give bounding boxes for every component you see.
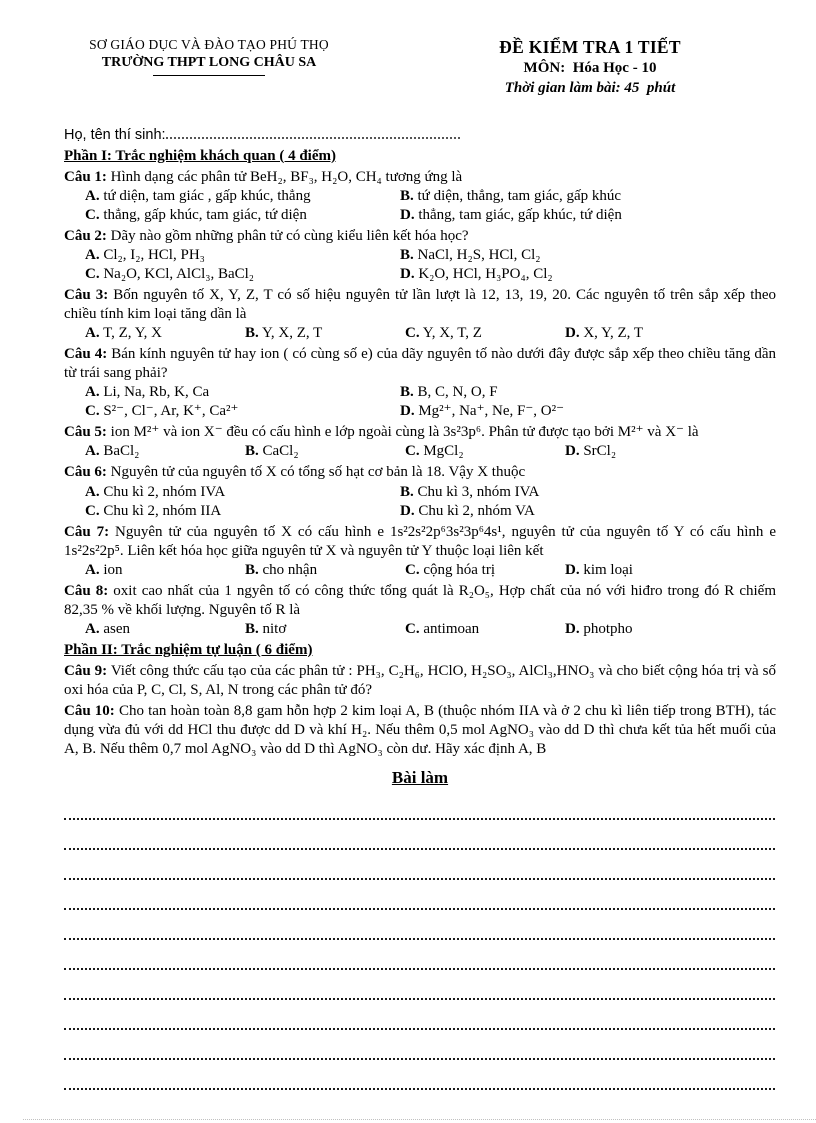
option-text: Y, X, Z, T bbox=[261, 325, 323, 342]
question-stem bbox=[64, 227, 776, 246]
option-text: nitơ bbox=[262, 620, 287, 637]
option-d bbox=[565, 324, 776, 343]
student-name-label: Họ, tên thí sinh: bbox=[64, 127, 166, 144]
document-header bbox=[64, 36, 776, 98]
exam-title-block bbox=[420, 36, 760, 98]
question-7 bbox=[64, 523, 776, 580]
answer-line bbox=[64, 820, 775, 850]
option-c bbox=[405, 620, 565, 639]
question-text: Nguyên tử của nguyên tố X có tổng số hạt cơ bản là 18. Vậy X thuộc bbox=[110, 464, 526, 481]
option-b bbox=[400, 246, 776, 265]
option-key: A. bbox=[85, 561, 100, 578]
question-label: Câu 9: bbox=[64, 662, 108, 679]
question-stem bbox=[64, 582, 776, 620]
question-text: Bán kính nguyên tử hay ion ( có cùng số e) của dãy nguyên tố nào dưới đây được sắp xếp theo chiều tăng dần từ trái sang phải? bbox=[64, 346, 776, 382]
option-d bbox=[565, 620, 776, 639]
option-text: B, C, N, O, F bbox=[417, 384, 498, 401]
option-text: T, Z, Y, X bbox=[103, 325, 162, 342]
question-9 bbox=[64, 662, 776, 700]
option-key: A. bbox=[85, 483, 100, 500]
option-text: Cl₂, I₂, HCl, PH₃ bbox=[103, 246, 205, 263]
question-label: Câu 2: bbox=[64, 227, 107, 244]
option-text: Y, X, T, Z bbox=[422, 325, 482, 342]
option-key: B. bbox=[245, 620, 259, 637]
question-options bbox=[64, 187, 776, 225]
option-key: A. bbox=[85, 384, 100, 401]
answer-line bbox=[64, 790, 775, 820]
question-options bbox=[64, 561, 776, 580]
option-key: A. bbox=[85, 620, 100, 637]
question-text: ion M²⁺ và ion X⁻ đều có cấu hình e lớp ngoài cùng là 3s²3p⁶. Phân tử được tạo bởi M²⁺ và X⁻ là bbox=[110, 424, 699, 441]
question-stem bbox=[64, 662, 776, 700]
option-key: C. bbox=[405, 561, 420, 578]
question-text: Viết công thức cấu tạo của các phân tử : PH₃, C₂H₆, HClO, H₂SO₃, AlCl₃,HNO₃ và cho biết cộng hóa trị và số oxi hóa của P, C, Cl, S, Al, N trong các phân tử đó? bbox=[64, 662, 777, 698]
option-key: C. bbox=[405, 325, 420, 342]
question-label: Câu 5: bbox=[64, 424, 107, 441]
option-d bbox=[400, 206, 776, 225]
option-d bbox=[400, 402, 776, 421]
exam-title: ĐỀ KIỂM TRA 1 TIẾT bbox=[499, 37, 681, 57]
option-a bbox=[85, 620, 245, 639]
option-a bbox=[85, 561, 245, 580]
option-text: photpho bbox=[583, 620, 633, 637]
option-key: C. bbox=[85, 502, 100, 519]
option-key: C. bbox=[405, 620, 420, 637]
question-options bbox=[64, 483, 776, 521]
option-text: X, Y, Z, T bbox=[583, 325, 644, 342]
question-text: Hình dạng các phân tử BeH₂, BF₃, H₂O, CH₄ tương ứng là bbox=[110, 168, 463, 185]
question-text: oxit cao nhất của 1 ngyên tố có công thức tổng quát là R₂O₅, Hợp chất của nó với hiđro trong đó R chiếm 82,35 % về khối lượng. Nguyên tố R là bbox=[64, 582, 776, 618]
answer-line bbox=[64, 1000, 775, 1030]
page-bottom-guide bbox=[23, 1119, 816, 1120]
option-key: B. bbox=[400, 187, 414, 204]
option-key: D. bbox=[565, 325, 580, 342]
option-text: Chu kì 2, nhóm IVA bbox=[103, 483, 226, 500]
question-text: Bốn nguyên tố X, Y, Z, T có số hiệu nguyên tử lần lượt là 12, 13, 19, 20. Các nguyên tố trên sắp xếp theo chiều tính kim loại tăng dần là bbox=[64, 287, 777, 323]
option-text: ion bbox=[103, 561, 123, 578]
option-d bbox=[565, 442, 776, 461]
option-text: K₂O, HCl, H₃PO₄, Cl₂ bbox=[418, 266, 553, 282]
option-key: A. bbox=[85, 246, 100, 263]
option-key: C. bbox=[85, 403, 100, 420]
option-text: Mg²⁺, Na⁺, Ne, F⁻, O²⁻ bbox=[418, 403, 565, 420]
option-text: Chu kì 3, nhóm IVA bbox=[417, 483, 540, 500]
option-b bbox=[400, 187, 776, 206]
option-a bbox=[85, 483, 400, 502]
school-name: TRƯỜNG THPT LONG CHÂU SA bbox=[101, 55, 317, 71]
question-5 bbox=[64, 423, 776, 461]
option-c bbox=[85, 206, 400, 225]
option-b bbox=[245, 442, 405, 461]
option-a bbox=[85, 246, 400, 265]
question-2 bbox=[64, 227, 776, 284]
question-label: Câu 10: bbox=[64, 703, 115, 720]
answer-lines bbox=[64, 790, 776, 1090]
answer-line bbox=[64, 1060, 775, 1090]
option-text: MgCl₂ bbox=[423, 443, 464, 460]
question-label: Câu 3: bbox=[64, 287, 109, 304]
option-key: B. bbox=[245, 325, 259, 342]
option-text: NaCl, H₂S, HCl, Cl₂ bbox=[417, 246, 541, 263]
question-stem bbox=[64, 423, 776, 442]
option-a bbox=[85, 324, 245, 343]
option-text: CaCl₂ bbox=[262, 443, 299, 460]
issuer-block bbox=[64, 36, 354, 76]
exam-duration: Thời gian làm bài: 45 phút bbox=[504, 80, 676, 97]
option-key: B. bbox=[400, 246, 414, 263]
worksheet-title: Bài làm bbox=[391, 768, 449, 788]
question-label: Câu 6: bbox=[64, 464, 107, 481]
question-options bbox=[64, 620, 776, 639]
option-key: C. bbox=[85, 266, 100, 282]
answer-line bbox=[64, 1030, 775, 1060]
question-options bbox=[64, 442, 776, 461]
option-text: Na₂O, KCl, AlCl₃, BaCl₂ bbox=[103, 266, 255, 282]
answer-line bbox=[64, 910, 775, 940]
exam-subject: MÔN: Hóa Học - 10 bbox=[523, 60, 657, 77]
option-text: asen bbox=[103, 620, 130, 637]
option-key: D. bbox=[565, 620, 580, 637]
option-key: D. bbox=[400, 206, 415, 223]
part2-heading: Phần II: Trắc nghiệm tự luận ( 6 điểm) bbox=[64, 641, 313, 658]
student-name-line bbox=[64, 125, 776, 144]
option-key: D. bbox=[400, 502, 415, 519]
option-d bbox=[565, 561, 776, 580]
option-d bbox=[400, 265, 776, 284]
option-d bbox=[400, 502, 776, 521]
department-name: SƠ GIÁO DỤC VÀ ĐÀO TẠO PHÚ THỌ bbox=[89, 37, 329, 52]
option-a bbox=[85, 187, 400, 206]
question-label: Câu 7: bbox=[64, 523, 110, 540]
option-c bbox=[85, 402, 400, 421]
option-text: kim loại bbox=[583, 561, 633, 578]
option-c bbox=[405, 324, 565, 343]
option-a bbox=[85, 383, 400, 402]
option-text: Chu kì 2, nhóm VA bbox=[418, 502, 535, 519]
question-label: Câu 1: bbox=[64, 168, 107, 185]
answer-line bbox=[64, 940, 775, 970]
student-name-fill bbox=[166, 125, 460, 139]
answer-line bbox=[64, 850, 775, 880]
question-stem bbox=[64, 168, 776, 187]
option-key: D. bbox=[400, 403, 415, 420]
option-text: thẳng, gấp khúc, tam giác, tứ diện bbox=[103, 206, 307, 223]
answer-line bbox=[64, 970, 775, 1000]
option-key: D. bbox=[565, 561, 580, 578]
option-key: D. bbox=[565, 443, 580, 460]
question-label: Câu 4: bbox=[64, 346, 108, 363]
option-key: C. bbox=[85, 206, 100, 223]
question-stem bbox=[64, 286, 776, 324]
option-b bbox=[400, 383, 776, 402]
question-options bbox=[64, 324, 776, 343]
option-text: thẳng, tam giác, gấp khúc, tứ diện bbox=[418, 206, 622, 223]
option-c bbox=[85, 265, 400, 284]
part1-heading: Phần I: Trắc nghiệm khách quan ( 4 điểm) bbox=[64, 147, 336, 164]
option-key: A. bbox=[85, 187, 100, 204]
option-key: A. bbox=[85, 325, 100, 342]
option-b bbox=[400, 483, 776, 502]
option-a bbox=[85, 442, 245, 461]
question-1 bbox=[64, 168, 776, 225]
option-c bbox=[405, 561, 565, 580]
option-text: tứ diện, tam giác , gấp khúc, thẳng bbox=[103, 187, 311, 204]
option-text: Chu kì 2, nhóm IIA bbox=[103, 502, 222, 519]
question-text: Dãy nào gồm những phân tử có cùng kiểu liên kết hóa học? bbox=[110, 227, 469, 244]
question-8 bbox=[64, 582, 776, 639]
option-key: B. bbox=[400, 483, 414, 500]
option-text: Li, Na, Rb, K, Ca bbox=[103, 384, 210, 401]
question-stem bbox=[64, 702, 776, 759]
question-4 bbox=[64, 345, 776, 421]
question-3 bbox=[64, 286, 776, 343]
option-c bbox=[85, 502, 400, 521]
question-text: Cho tan hoàn toàn 8,8 gam hỗn hợp 2 kim loại A, B (thuộc nhóm IIA và ở 2 chu kì liên tiếp trong BTH), tác dụng vừa đủ với dd HCl thu được dd D và khí H₂. Nếu thêm 0,5 mol AgNO₃ vào dd D thì chưa kết tủa hết muối của A, B. Nếu thêm 0,7 mol AgNO₃ vào dd D thì AgNO₃ còn dư. Hãy xác định A, B bbox=[64, 703, 777, 758]
question-stem bbox=[64, 345, 776, 383]
option-text: S²⁻, Cl⁻, Ar, K⁺, Ca²⁺ bbox=[103, 403, 239, 420]
question-stem bbox=[64, 463, 776, 482]
answer-line bbox=[64, 880, 775, 910]
option-key: B. bbox=[245, 561, 259, 578]
question-stem bbox=[64, 523, 776, 561]
option-key: C. bbox=[405, 443, 420, 460]
option-text: cho nhận bbox=[262, 561, 318, 578]
question-options bbox=[64, 246, 776, 284]
option-key: B. bbox=[400, 384, 414, 401]
option-text: BaCl₂ bbox=[103, 443, 140, 460]
option-text: SrCl₂ bbox=[583, 443, 617, 460]
option-key: D. bbox=[400, 266, 415, 282]
question-options bbox=[64, 383, 776, 421]
question-label: Câu 8: bbox=[64, 582, 109, 599]
question-text: Nguyên tử của nguyên tố X có cấu hình e 1s²2s²2p⁶3s²3p⁶4s¹, nguyên tử của nguyên tố Y có cấu hình e 1s²2s²2p⁵. Liên kết hóa học giữa nguyên tử X và nguyên tử Y thuộc loại liên kết bbox=[64, 523, 776, 559]
option-b bbox=[245, 561, 405, 580]
option-b bbox=[245, 620, 405, 639]
option-text: antimoan bbox=[423, 620, 480, 637]
question-10 bbox=[64, 702, 776, 759]
header-divider bbox=[153, 75, 265, 76]
option-key: A. bbox=[85, 443, 100, 460]
option-b bbox=[245, 324, 405, 343]
option-c bbox=[405, 442, 565, 461]
question-6 bbox=[64, 463, 776, 520]
option-key: B. bbox=[245, 443, 259, 460]
option-text: tứ diện, thẳng, tam giác, gấp khúc bbox=[417, 187, 622, 204]
option-text: cộng hóa trị bbox=[423, 561, 495, 578]
